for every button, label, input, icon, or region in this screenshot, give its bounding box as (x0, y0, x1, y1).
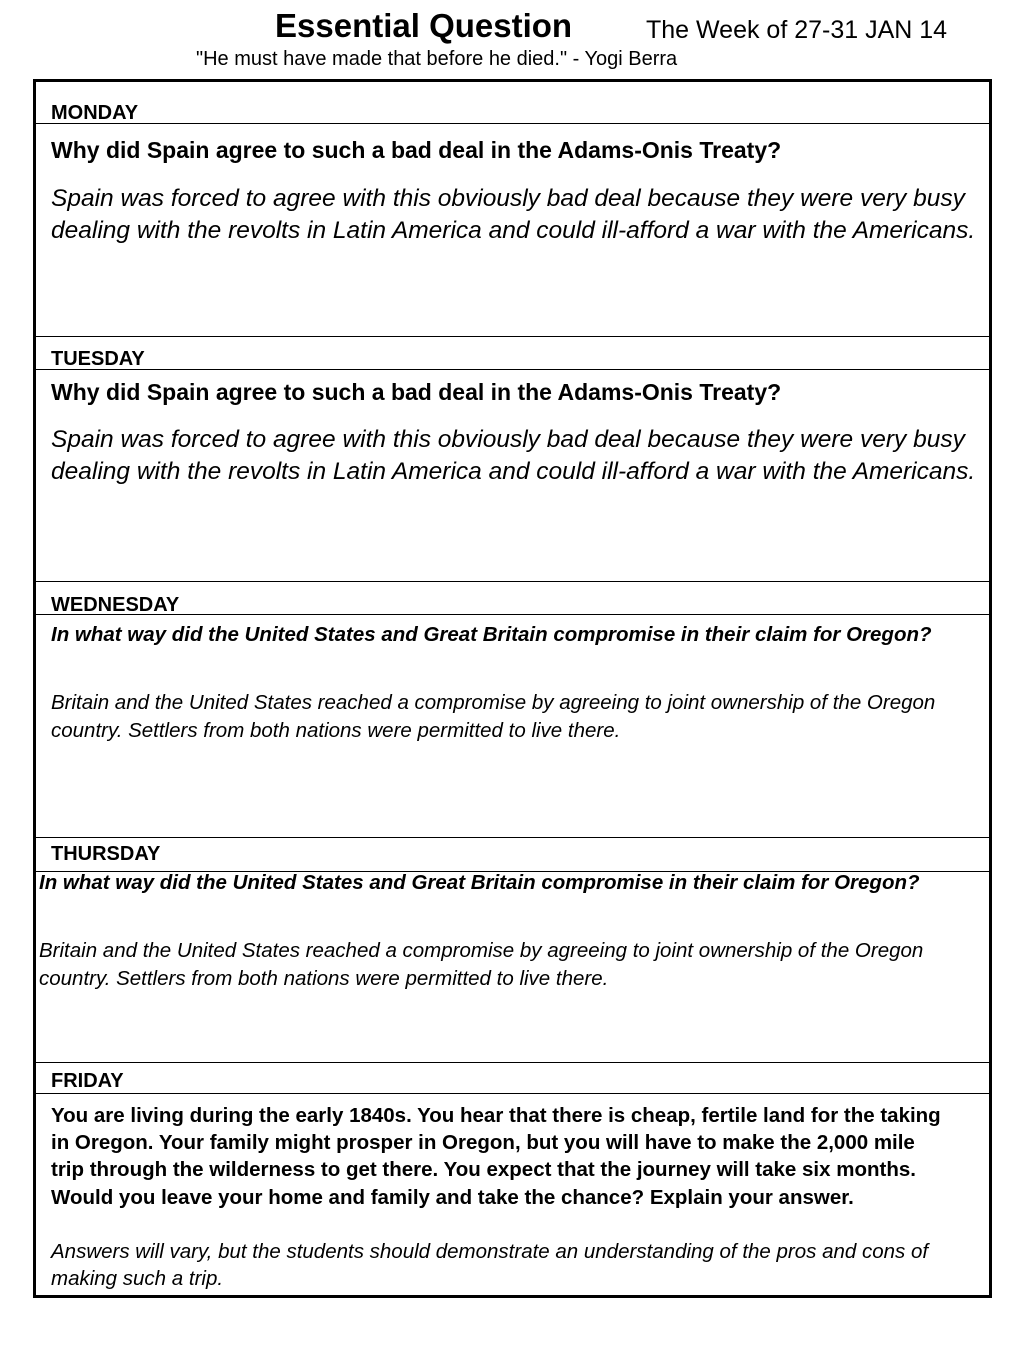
day-label-thursday: THURSDAY (51, 843, 161, 865)
thursday-question: In what way did the United States and Great Britain compromise in their claim for Oregon? (39, 871, 920, 894)
wednesday-answer: Britain and the United States reached a compromise by agreeing to joint ownership of the Oregon country. Settlers from both nations were permitted to live there. (51, 691, 936, 742)
header-quote: "He must have made that before he died." - Yogi Berra (196, 48, 678, 70)
divider (36, 1093, 989, 1094)
monday-answer: Spain was forced to agree with this obviously bad deal because they were very busy dealing with the revolts in Latin America and could ill-afford a war with the Americans. (51, 185, 976, 244)
day-label-monday: MONDAY (51, 102, 139, 124)
divider (36, 581, 989, 582)
monday-question: Why did Spain agree to such a bad deal in the Adams-Onis Treaty? (51, 137, 782, 163)
page-title: Essential Question (275, 7, 573, 44)
divider (36, 336, 989, 337)
wednesday-question: In what way did the United States and Great Britain compromise in their claim for Oregon? (51, 623, 932, 646)
friday-question: You are living during the early 1840s. You hear that there is cheap, fertile land for the taking in Oregon. Your family might prosper in Oregon, but you will have to make the 2,000 mile trip through the wilderness to get there. You expect that the journey will take six months. Would you leave your home and family and take the chance? Explain your answer. (51, 1104, 941, 1209)
tuesday-answer: Spain was forced to agree with this obviously bad deal because they were very busy dealing with the revolts in Latin America and could ill-afford a war with the Americans. (51, 426, 976, 485)
day-label-wednesday: WEDNESDAY (51, 594, 180, 616)
divider (36, 1062, 989, 1063)
divider (36, 837, 989, 838)
day-label-friday: FRIDAY (51, 1070, 124, 1092)
divider (36, 614, 989, 615)
day-label-tuesday: TUESDAY (51, 348, 145, 370)
divider (36, 369, 989, 370)
thursday-answer: Britain and the United States reached a compromise by agreeing to joint ownership of the Oregon country. Settlers from both nations were permitted to live there. (39, 939, 924, 990)
tuesday-question: Why did Spain agree to such a bad deal in the Adams-Onis Treaty? (51, 379, 782, 405)
friday-answer: Answers will vary, but the students should demonstrate an understanding of the pros and cons of making such a trip. (51, 1240, 929, 1291)
divider (36, 123, 989, 124)
worksheet-frame (33, 79, 992, 1298)
week-label: The Week of 27-31 JAN 14 (646, 16, 948, 44)
